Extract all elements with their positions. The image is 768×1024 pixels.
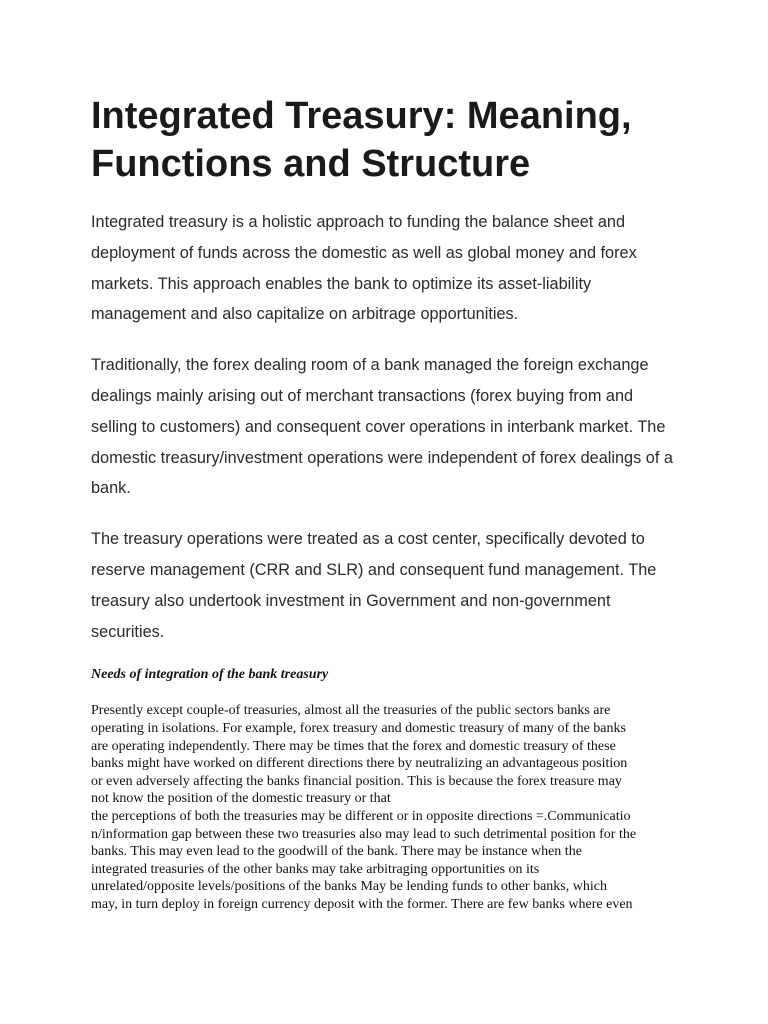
integration-needs-paragraph bbox=[91, 702, 681, 913]
page-title: Integrated Treasury: Meaning, Functions and Structure bbox=[91, 95, 632, 185]
body-line: unrelated/opposite levels/positions of the banks May be lending funds to other banks, which bbox=[91, 879, 607, 895]
body-line: may, in turn deploy in foreign currency deposit with the former. There are few banks where even bbox=[91, 896, 633, 912]
traditional-paragraph: Traditionally, the forex dealing room of a bank managed the foreign exchange dealings mainly arising out of merchant transactions (forex buying from and selling to customers) and consequent cover operations in interbank market. The domestic treasury/investment operations were independent of forex dealings of a bank. bbox=[91, 356, 673, 498]
body-line: n/information gap between these two treasuries also may lead to such detrimental position for the bbox=[91, 826, 637, 842]
cost-center-paragraph: The treasury operations were treated as a cost center, specifically devoted to reserve management (CRR and SLR) and consequent fund management. The treasury also undertook investment in Government and non-government securities. bbox=[91, 530, 657, 641]
body-line: Presently except couple-of treasuries, almost all the treasuries of the public sectors banks are bbox=[91, 703, 611, 719]
section-subheading: Needs of integration of the bank treasury bbox=[91, 667, 329, 683]
body-line: integrated treasuries of the other banks may take arbitraging opportunities on its bbox=[91, 861, 540, 877]
body-line: banks. This may even lead to the goodwill of the bank. There may be instance when the bbox=[91, 844, 582, 860]
body-line: or even adversely affecting the banks financial position. This is because the forex treasure may bbox=[91, 773, 622, 789]
body-line: the perceptions of both the treasuries may be different or in opposite directions =.Communicatio bbox=[91, 808, 631, 824]
body-line: are operating independently. There may be times that the forex and domestic treasury of these bbox=[91, 738, 616, 754]
body-line: banks might have worked on different directions there by neutralizing an advantageous position bbox=[91, 756, 628, 772]
body-line: operating in isolations. For example, forex treasury and domestic treasury of many of the banks bbox=[91, 720, 626, 736]
document-page bbox=[91, 92, 681, 913]
intro-paragraph: Integrated treasury is a holistic approach to funding the balance sheet and deployment of funds across the domestic as well as global money and forex markets. This approach enables the bank to optimize its asset-liability management and also capitalize on arbitrage opportunities. bbox=[91, 213, 637, 324]
body-line: not know the position of the domestic treasury or that bbox=[91, 791, 391, 807]
